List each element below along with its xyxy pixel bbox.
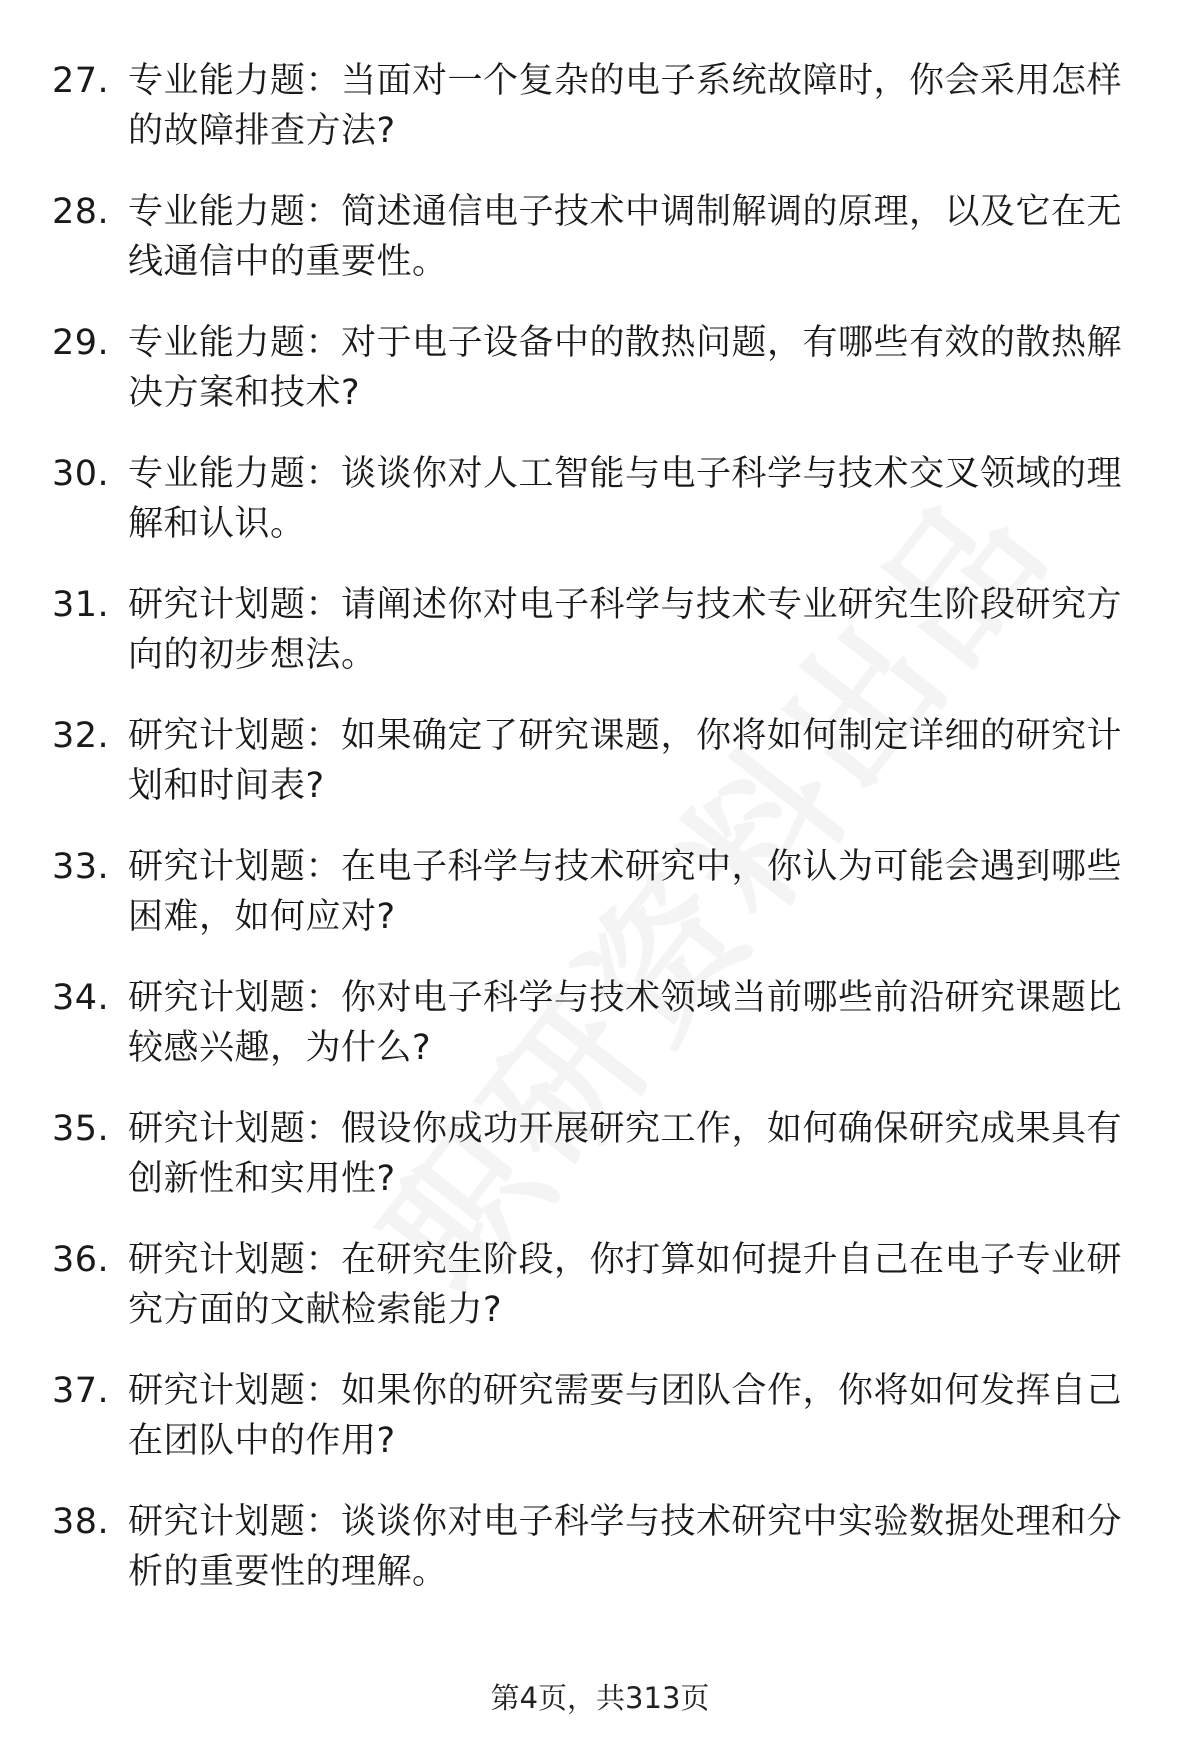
question-number: 28. xyxy=(52,192,110,232)
list-item xyxy=(52,449,1152,549)
question-number: 35. xyxy=(52,1109,110,1149)
list-item xyxy=(52,711,1152,811)
list-item xyxy=(52,318,1152,418)
question-list xyxy=(52,56,1152,1628)
question-number: 30. xyxy=(52,454,110,494)
question-number: 33. xyxy=(52,847,110,887)
list-item xyxy=(52,842,1152,942)
question-text: 研究计划题：请阐述你对电子科学与技术专业研究生阶段研究方向的初步想法。 xyxy=(128,585,1123,675)
question-number: 38. xyxy=(52,1502,110,1542)
question-text: 研究计划题：谈谈你对电子科学与技术研究中实验数据处理和分析的重要性的理解。 xyxy=(128,1502,1123,1592)
list-item xyxy=(52,580,1152,680)
question-text: 研究计划题：如果你的研究需要与团队合作，你将如何发挥自己在团队中的作用? xyxy=(128,1371,1123,1461)
question-number: 27. xyxy=(52,61,110,101)
question-text: 研究计划题：你对电子科学与技术领域当前哪些前沿研究课题比较感兴趣，为什么? xyxy=(128,978,1123,1068)
question-text: 研究计划题：假设你成功开展研究工作，如何确保研究成果具有创新性和实用性? xyxy=(128,1109,1123,1199)
list-item xyxy=(52,1235,1152,1335)
question-number: 32. xyxy=(52,716,110,756)
question-text: 研究计划题：如果确定了研究课题，你将如何制定详细的研究计划和时间表? xyxy=(128,716,1123,806)
question-text: 专业能力题：谈谈你对人工智能与电子科学与技术交叉领域的理解和认识。 xyxy=(128,454,1123,544)
list-item xyxy=(52,56,1152,156)
question-number: 37. xyxy=(52,1371,110,1411)
question-text: 研究计划题：在电子科学与技术研究中，你认为可能会遇到哪些困难，如何应对? xyxy=(128,847,1123,937)
list-item xyxy=(52,973,1152,1073)
list-item xyxy=(52,1366,1152,1466)
question-text: 专业能力题：当面对一个复杂的电子系统故障时，你会采用怎样的故障排查方法? xyxy=(128,61,1123,151)
question-number: 31. xyxy=(52,585,110,625)
list-item xyxy=(52,1497,1152,1597)
question-number: 29. xyxy=(52,323,110,363)
question-text: 专业能力题：简述通信电子技术中调制解调的原理，以及它在无线通信中的重要性。 xyxy=(128,192,1123,282)
question-text: 专业能力题：对于电子设备中的散热问题，有哪些有效的散热解决方案和技术? xyxy=(128,323,1123,413)
list-item xyxy=(52,187,1152,287)
question-number: 34. xyxy=(52,978,110,1018)
question-number: 36. xyxy=(52,1240,110,1280)
question-text: 研究计划题：在研究生阶段，你打算如何提升自己在电子专业研究方面的文献检索能力? xyxy=(128,1240,1123,1330)
list-item xyxy=(52,1104,1152,1204)
page-number-footer: 第4页，共313页 xyxy=(490,1681,710,1715)
